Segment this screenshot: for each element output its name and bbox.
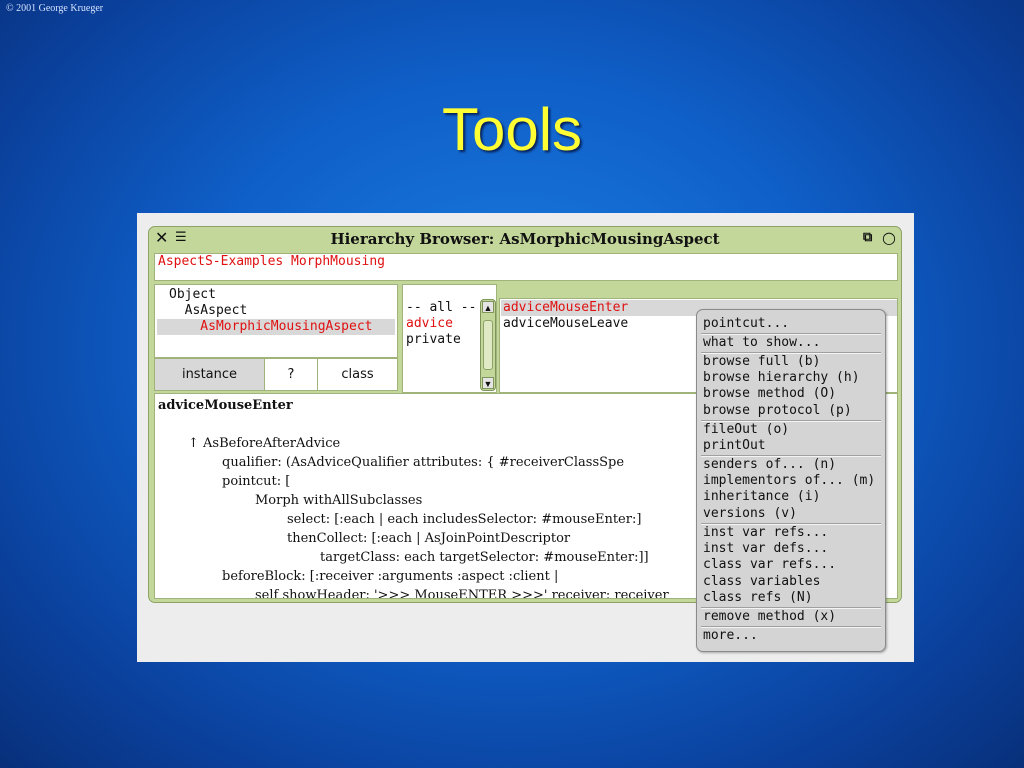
method-item-selected[interactable]: adviceMouseEnter: [501, 300, 897, 316]
expand-icon[interactable]: ⧉: [863, 230, 873, 245]
copyright-notice: © 2001 George Krueger: [6, 3, 104, 14]
menu-item-class-var-refs[interactable]: class var refs...: [703, 557, 837, 572]
class-side-switch: [154, 358, 398, 393]
code-line: targetClass: each targetSelector: #mouseEnter:]]: [320, 550, 649, 565]
category-scrollbar[interactable]: [480, 299, 496, 391]
window-menu-icon[interactable]: ○: [882, 228, 896, 247]
menu-item-senders[interactable]: senders of... (n): [703, 457, 837, 472]
method-item[interactable]: adviceMouseLeave: [503, 316, 629, 331]
class-item-object[interactable]: Object: [169, 287, 216, 302]
code-line: select: [:each | each includesSelector: #mouseEnter:]: [287, 512, 642, 527]
menu-item-browse-hierarchy[interactable]: browse hierarchy (h): [703, 370, 860, 385]
menu-item-pointcut[interactable]: pointcut...: [703, 316, 790, 331]
path-text: AspectS-Examples MorphMousing: [158, 254, 385, 269]
menu-item-versions[interactable]: versions (v): [703, 506, 797, 521]
window-titlebar[interactable]: [149, 227, 901, 251]
method-context-menu: [696, 309, 886, 652]
category-item-all[interactable]: -- all --: [406, 300, 477, 315]
code-line: self showHeader: '>>> MouseENTER >>>' receiver: receiver: [255, 588, 669, 599]
menu-item-inst-var-refs[interactable]: inst var refs...: [703, 525, 829, 540]
menu-item-more[interactable]: more...: [703, 628, 758, 643]
menu-item-implementors[interactable]: implementors of... (m): [703, 473, 876, 488]
screenshot-panel: [137, 213, 914, 662]
slide-title: Tools: [441, 96, 583, 163]
collapse-icon[interactable]: ☰: [175, 230, 187, 245]
code-line: pointcut: [: [222, 474, 291, 489]
code-line: qualifier: (AsAdviceQualifier attributes: { #receiverClassSpe: [222, 455, 625, 470]
scroll-down-icon[interactable]: ▼: [483, 379, 493, 389]
menu-item-fileout[interactable]: fileOut (o): [703, 422, 790, 437]
menu-item-class-variables[interactable]: class variables: [703, 574, 821, 589]
menu-item-remove-method[interactable]: remove method (x): [703, 609, 837, 624]
class-button[interactable]: class: [317, 358, 398, 391]
code-line: thenCollect: [:each | AsJoinPointDescriptor: [287, 531, 571, 546]
scroll-thumb[interactable]: [483, 320, 493, 370]
close-icon[interactable]: ✕: [155, 228, 169, 247]
class-item-selected[interactable]: AsMorphicMousingAspect: [157, 319, 395, 335]
menu-item-inheritance[interactable]: inheritance (i): [703, 489, 821, 504]
menu-item-inst-var-defs[interactable]: inst var defs...: [703, 541, 829, 556]
help-button[interactable]: ?: [264, 358, 318, 391]
window-title: Hierarchy Browser: AsMorphicMousingAspect: [330, 230, 720, 248]
menu-item-browse-protocol[interactable]: browse protocol (p): [703, 403, 852, 418]
menu-item-class-refs[interactable]: class refs (N): [703, 590, 813, 605]
class-item-asaspect[interactable]: AsAspect: [169, 303, 248, 318]
category-item-advice[interactable]: advice: [406, 316, 453, 331]
path-bar[interactable]: [154, 253, 898, 281]
menu-item-what-to-show[interactable]: what to show...: [703, 335, 821, 350]
instance-button[interactable]: instance: [154, 358, 265, 391]
code-line: Morph withAllSubclasses: [255, 493, 423, 508]
menu-item-printout[interactable]: printOut: [703, 438, 766, 453]
category-item-private[interactable]: private: [406, 332, 461, 347]
class-list-pane[interactable]: [154, 284, 398, 358]
scroll-up-icon[interactable]: ▲: [483, 303, 493, 313]
code-line: ↑ AsBeforeAfterAdvice: [188, 436, 341, 451]
menu-item-browse-method[interactable]: browse method (O): [703, 386, 837, 401]
method-signature: adviceMouseEnter: [158, 398, 293, 413]
code-line: beforeBlock: [:receiver :arguments :aspect :client |: [222, 569, 559, 584]
menu-item-browse-full[interactable]: browse full (b): [703, 354, 821, 369]
